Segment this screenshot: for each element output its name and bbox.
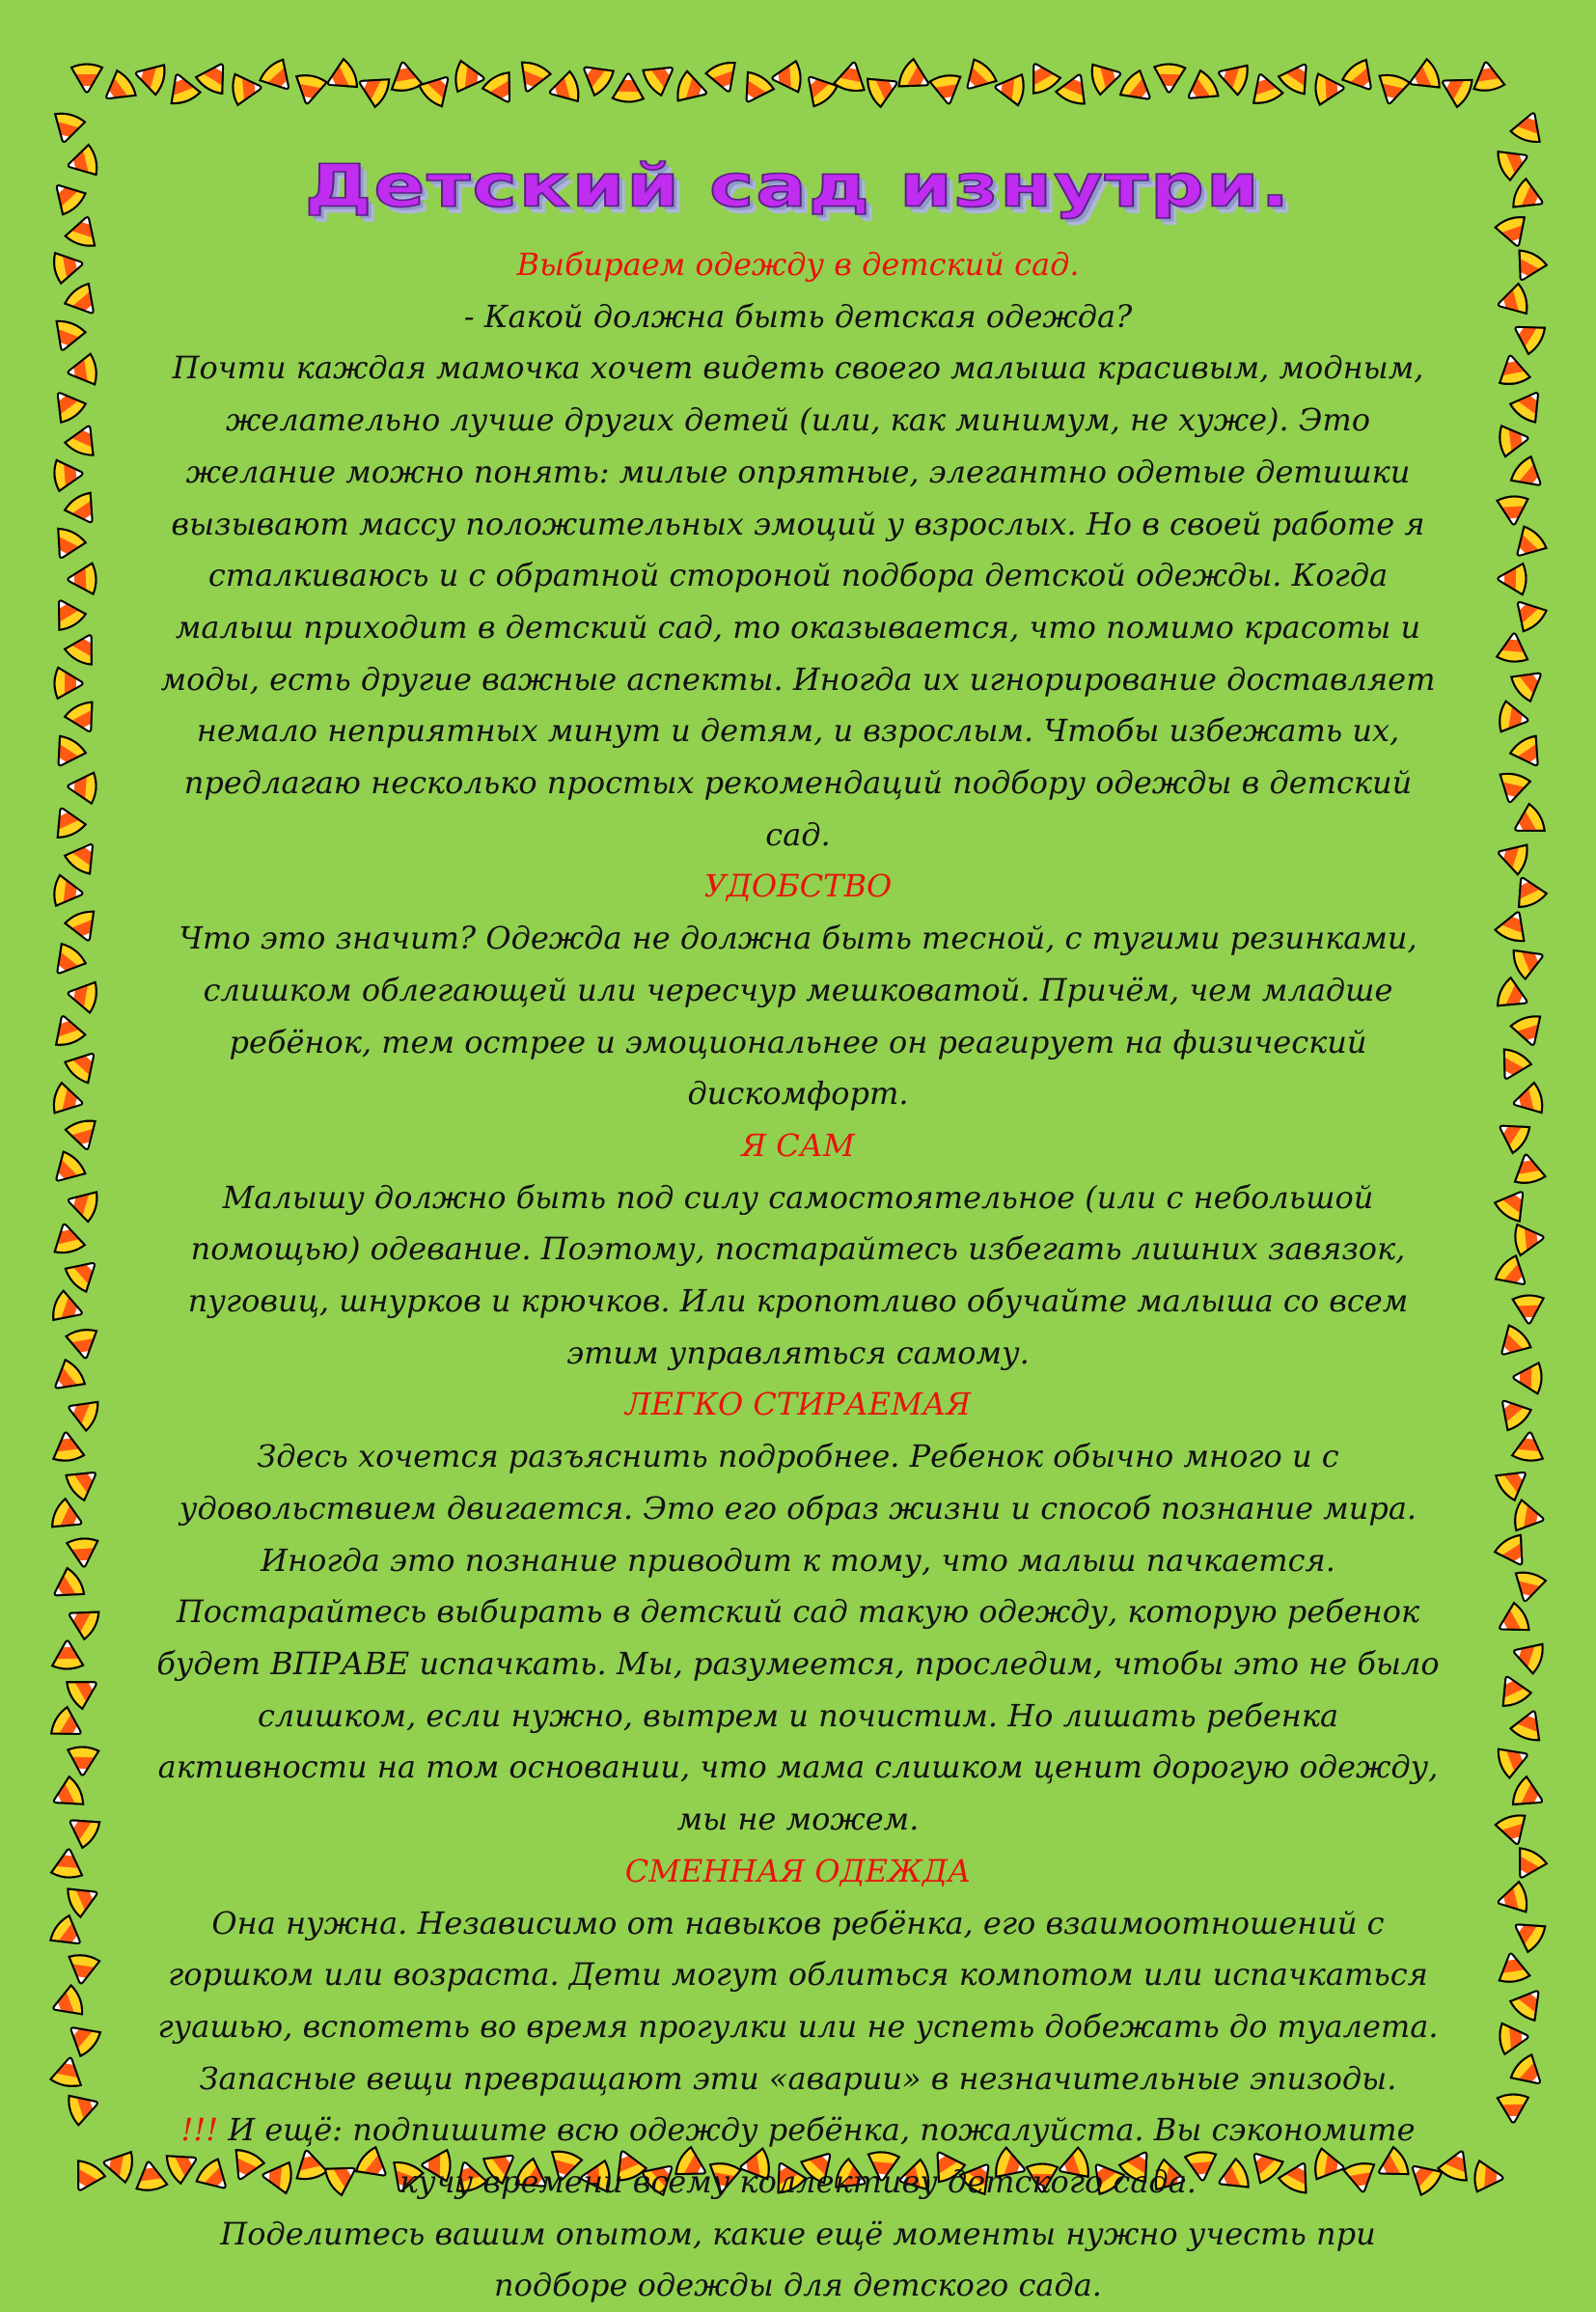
- candy-corn-icon: [1497, 632, 1529, 663]
- candy-corn-icon: [1492, 1391, 1533, 1433]
- candy-corn-icon: [1473, 2161, 1503, 2193]
- candy-corn-icon: [65, 1118, 102, 1154]
- candy-corn-icon: [64, 700, 104, 739]
- candy-corn-icon: [1508, 248, 1549, 288]
- candy-corn-icon: [481, 69, 521, 109]
- candy-corn-icon: [48, 1984, 86, 2023]
- candy-corn-icon: [46, 1149, 88, 1191]
- candy-corn-icon: [46, 1566, 87, 1608]
- page-title: Детский сад изнутри.: [304, 151, 1292, 221]
- candy-corn-icon: [63, 1601, 102, 1641]
- candy-corn-icon: [63, 628, 103, 668]
- candy-corn-icon: [1507, 524, 1549, 565]
- candy-corn-icon: [66, 353, 97, 388]
- candy-corn-icon: [48, 1705, 88, 1746]
- candy-corn-icon: [194, 56, 235, 96]
- candy-corn-icon: [53, 458, 84, 491]
- closing-paragraph: Поделитесь вашим опытом, какие ещё моменты нужно учесть при подборе одежды для детского сада.: [220, 2215, 1376, 2304]
- candy-corn-icon: [1499, 2022, 1529, 2054]
- note-text: И ещё: подпишите всю одежду ребёнка, пожалуйста. Вы сэкономите кучу времени всему коллективу детского сада.: [218, 2111, 1416, 2201]
- candy-corn-icon: [46, 733, 88, 774]
- candy-corn-icon: [353, 69, 392, 109]
- candy-corn-icon: [1492, 1323, 1533, 1364]
- section-text-comfort: Что это значит? Одежда не должна быть тесной, с тугими резинками, слишком облегающей или чересчур мешковатой. Причём, чем младше ребёнок, тем острее и эмоциональнее он реагирует на физический дискомфорт.: [179, 920, 1417, 1113]
- candy-corn-icon: [798, 68, 839, 109]
- candy-corn-icon: [1493, 1183, 1534, 1224]
- candy-corn-icon: [1514, 1222, 1545, 1255]
- candy-corn-icon: [291, 73, 327, 107]
- candy-corn-icon: [1495, 1881, 1528, 1917]
- candy-corn-icon: [101, 2147, 135, 2183]
- candy-corn-icon: [1021, 57, 1061, 96]
- candy-corn-icon: [232, 72, 262, 105]
- candy-corn-icon: [63, 490, 104, 531]
- section-heading-self: Я САМ: [741, 1126, 855, 1164]
- candy-corn-icon: [1494, 1461, 1534, 1502]
- candy-corn-icon: [417, 68, 458, 109]
- candy-corn-icon: [1510, 941, 1548, 980]
- section-heading-comfort: УДОБСТВО: [703, 867, 893, 905]
- candy-corn-icon: [52, 1640, 84, 1669]
- candy-corn-icon: [512, 59, 552, 96]
- candy-corn-icon: [48, 1913, 89, 1955]
- candy-corn-icon: [65, 1879, 103, 1918]
- candy-corn-icon: [1498, 2094, 1529, 2123]
- article-subtitle: Выбираем одежду в детский сад.: [516, 246, 1080, 283]
- candy-corn-icon: [1492, 1046, 1532, 1086]
- candy-corn-icon: [66, 2158, 106, 2197]
- candy-corn-icon: [64, 1669, 103, 1710]
- candy-corn-icon: [1055, 69, 1094, 106]
- candy-corn-icon: [1509, 662, 1551, 703]
- candy-corn-icon: [1089, 59, 1124, 96]
- candy-corn-icon: [163, 69, 202, 107]
- candy-corn-icon: [1492, 1114, 1532, 1155]
- candy-corn-icon: [1404, 58, 1443, 97]
- candy-corn-icon: [994, 71, 1026, 105]
- candy-corn-icon: [896, 58, 936, 98]
- candy-corn-icon: [64, 908, 103, 946]
- candy-corn-icon: [97, 69, 138, 110]
- candy-corn-icon: [1496, 1741, 1533, 1779]
- candy-corn-icon: [1512, 1431, 1546, 1462]
- candy-corn-icon: [1508, 871, 1548, 910]
- candy-corn-icon: [1493, 1253, 1534, 1295]
- candy-corn-icon: [1180, 69, 1221, 110]
- candy-corn-icon: [834, 60, 869, 94]
- candy-corn-icon: [388, 60, 424, 93]
- candy-corn-icon: [641, 56, 681, 97]
- candy-corn-icon: [64, 1392, 101, 1432]
- candy-corn-icon: [1507, 1913, 1548, 1954]
- candy-corn-icon: [1340, 57, 1382, 98]
- candy-corn-icon: [132, 58, 168, 96]
- candy-corn-icon: [52, 248, 86, 284]
- candy-corn-icon: [546, 70, 581, 107]
- candy-corn-icon: [1509, 108, 1548, 145]
- candy-corn-icon: [258, 57, 299, 98]
- candy-corn-icon: [865, 69, 903, 108]
- candy-corn-icon: [1510, 1775, 1549, 1815]
- candy-corn-icon: [62, 1808, 102, 1850]
- candy-corn-icon: [957, 57, 999, 98]
- candy-corn-icon: [1509, 1706, 1549, 1744]
- candy-corn-icon: [1117, 69, 1159, 110]
- candy-corn-icon: [1436, 68, 1475, 108]
- section-text-self: Малышу должно быть под силу самостоятельное (или с небольшой помощью) одевание. Поэтому, постарайтесь избегать лишних завязок, пуговиц, шнурков и крючков. Или кропотливо обучайте малыша со всем этим управляться самому.: [187, 1178, 1409, 1371]
- candy-corn-icon: [1496, 1951, 1530, 1984]
- candy-corn-icon: [1510, 1570, 1547, 1605]
- candy-corn-icon: [1494, 838, 1529, 875]
- candy-corn-icon: [67, 771, 96, 804]
- candy-corn-icon: [48, 318, 87, 356]
- candy-corn-icon: [1495, 977, 1533, 1016]
- article-body: [154, 239, 1442, 2312]
- article-intro: Почти каждая мамочка хочет видеть своего малыша красивым, модным, желательно лучше других детей (или, как минимум, не хуже). Это желание можно понять: милые опрятные, элегантно одетые детишки вызывают массу положительных эмоций у взрослых. Но в своей работе я сталкиваюсь и с обратной стороной подбора детской одежды. Когда малыш приходит в детский сад, то оказывается, что помимо красоты и моды, есть другие важные аспекты. Иногда их игнорирование доставляет немало неприятных минут и детям, и взрослым. Чтобы избежать их, предлагаю несколько простых рекомендаций подбору одежды в детский сад.: [160, 349, 1436, 853]
- candy-corn-icon: [1509, 1637, 1545, 1674]
- candy-corn-icon: [62, 2017, 103, 2058]
- note-exclamation: !!!: [180, 2111, 219, 2149]
- candy-corn-icon: [704, 60, 743, 96]
- candy-corn-icon: [46, 1358, 88, 1399]
- candy-corn-icon: [1497, 496, 1528, 526]
- candy-corn-icon: [51, 1848, 84, 1879]
- candy-corn-icon: [1493, 1670, 1532, 1709]
- candy-corn-icon: [63, 281, 104, 322]
- candy-corn-icon: [674, 70, 710, 108]
- candy-corn-icon: [575, 56, 617, 97]
- candy-corn-icon: [65, 1185, 100, 1223]
- candy-corn-icon: [613, 73, 645, 102]
- candy-corn-icon: [1508, 454, 1550, 496]
- candy-corn-icon: [1153, 64, 1185, 93]
- candy-corn-icon: [1374, 72, 1411, 106]
- candy-corn-icon: [64, 420, 103, 458]
- candy-corn-icon: [68, 564, 96, 595]
- candy-corn-icon: [66, 2088, 101, 2126]
- candy-corn-icon: [1493, 1532, 1534, 1573]
- candy-corn-icon: [1513, 1362, 1542, 1393]
- candy-corn-icon: [67, 1537, 99, 1567]
- candy-corn-icon: [66, 1953, 100, 1985]
- candy-corn-icon: [1510, 1082, 1545, 1118]
- candy-corn-icon: [63, 1252, 104, 1294]
- candy-corn-icon: [53, 874, 85, 908]
- candy-corn-icon: [1498, 564, 1527, 595]
- section-text-washable: Здесь хочется разъяснить подробнее. Ребенок обычно много и с удовольствием двигается. Это его образ жизни и способ познание мира. Иногда это познание приводит к тому, что малыш пачкается. Постарайтесь выбирать в детский сад такую одежду, которую ребенок будет ВПРАВЕ испачкать. Мы, разумеется, проследим, чтобы это не было слишком, если нужно, вытрем и почистим. Но лишать ребенка активности на том основании, что мама слишком ценит дорогую одежду, мы не можем.: [156, 1438, 1440, 1838]
- candy-corn-icon: [1315, 72, 1345, 104]
- candy-corn-icon: [67, 1747, 98, 1775]
- candy-corn-icon: [49, 111, 86, 146]
- candy-corn-icon: [1214, 58, 1250, 96]
- candy-corn-icon: [1437, 2145, 1476, 2183]
- candy-corn-icon: [1511, 1152, 1547, 1185]
- candy-corn-icon: [46, 384, 88, 425]
- candy-corn-icon: [1510, 1013, 1548, 1049]
- candy-corn-icon: [1495, 283, 1529, 319]
- section-text-spare-clothes: Она нужна. Независимо от навыков ребёнка, его взаимоотношений с горшком или возраста. Дети могут облиться компотом или испачкаться гуашью, вспотеть во время прогулки или не успеть добежать до туалета. Запасные вещи превращают эти «аварии» в незначительные эпизоды.: [157, 1904, 1439, 2097]
- candy-corn-icon: [1508, 2052, 1550, 2094]
- candy-corn-icon: [66, 978, 98, 1014]
- candy-corn-icon: [63, 836, 104, 876]
- candy-corn-icon: [46, 941, 88, 982]
- candy-corn-icon: [1507, 1845, 1548, 1885]
- candy-corn-icon: [1246, 69, 1284, 106]
- candy-corn-icon: [771, 61, 801, 94]
- candy-corn-icon: [1495, 353, 1530, 387]
- candy-corn-icon: [47, 1775, 86, 1816]
- candy-corn-icon: [1498, 701, 1530, 735]
- candy-corn-icon: [51, 1082, 85, 1118]
- candy-corn-icon: [1495, 771, 1531, 805]
- candy-corn-icon: [929, 73, 964, 106]
- candy-corn-icon: [49, 1498, 88, 1537]
- candy-corn-icon: [50, 1289, 87, 1328]
- candy-corn-icon: [50, 1431, 84, 1463]
- candy-corn-icon: [1508, 802, 1548, 842]
- section-heading-washable: ЛЕГКО СТИРАЕМАЯ: [624, 1386, 972, 1423]
- candy-corn-icon: [66, 1328, 101, 1361]
- candy-corn-icon: [1508, 1982, 1550, 2023]
- candy-corn-icon: [1507, 592, 1549, 634]
- candy-corn-icon: [71, 65, 102, 93]
- candy-corn-icon: [49, 1221, 86, 1254]
- candy-corn-icon: [454, 61, 485, 95]
- candy-corn-icon: [64, 1461, 104, 1502]
- candy-corn-icon: [46, 592, 87, 632]
- candy-corn-icon: [1513, 1295, 1545, 1324]
- candy-corn-icon: [1507, 315, 1548, 356]
- candy-corn-icon: [1508, 384, 1550, 425]
- candy-corn-icon: [48, 1011, 87, 1048]
- candy-corn-icon: [1508, 733, 1550, 774]
- candy-corn-icon: [1499, 423, 1530, 456]
- section-heading-spare-clothes: СМЕННАЯ ОДЕЖДА: [624, 1852, 972, 1889]
- candy-corn-icon: [1494, 907, 1532, 945]
- candy-corn-icon: [50, 2055, 86, 2089]
- candy-corn-icon: [1277, 56, 1318, 96]
- candy-corn-icon: [1493, 1601, 1532, 1641]
- candy-corn-icon: [1471, 60, 1505, 92]
- article-question: - Какой должна быть детская одежда?: [463, 297, 1133, 335]
- candy-corn-icon: [1495, 1812, 1532, 1848]
- candy-corn-icon: [47, 526, 88, 564]
- note-paragraph: [154, 2105, 1442, 2208]
- candy-corn-icon: [321, 58, 360, 97]
- candy-corn-icon: [63, 1044, 104, 1086]
- candy-corn-icon: [47, 802, 87, 840]
- candy-corn-icon: [54, 668, 83, 700]
- candy-corn-icon: [734, 69, 776, 110]
- candy-corn-icon: [1513, 1500, 1546, 1535]
